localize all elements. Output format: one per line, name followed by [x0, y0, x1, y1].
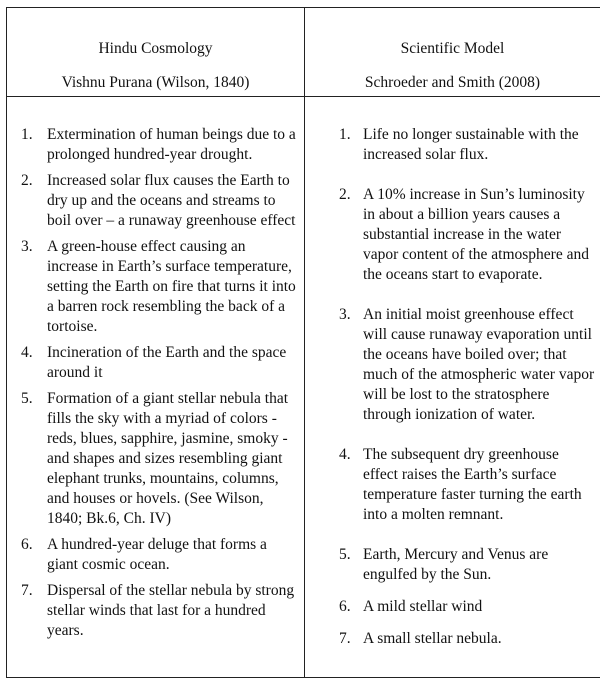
left-header-title: Hindu Cosmology: [98, 40, 213, 57]
list-item: [11, 535, 299, 575]
list-item: [327, 445, 597, 525]
header-divider: [7, 96, 600, 97]
item-number: 6.: [21, 536, 33, 553]
item-number: 3.: [339, 306, 351, 323]
list-item: [11, 343, 299, 383]
item-text: A green-house effect causing an increase in Earth’s surface temperature, setting the Earth on fire that turns it into a barren rock resembling the back of a tortoise.: [47, 238, 296, 335]
right-header-title: Scientific Model: [400, 40, 505, 57]
item-number: 5.: [339, 546, 351, 563]
item-text: Incineration of the Earth and the space around it: [47, 344, 287, 381]
item-text: An initial moist greenhouse effect will cause runaway evaporation until the oceans have boiled over; that much of the atmospheric water vapor will be lost to the stratosphere through ionization of water.: [363, 306, 595, 423]
list-item: [11, 237, 299, 337]
right-column-header: [304, 36, 600, 96]
item-number: 7.: [339, 630, 351, 647]
item-text: A small stellar nebula.: [363, 630, 502, 647]
list-item: [11, 581, 299, 641]
list-item: [327, 545, 597, 585]
list-item: [11, 125, 299, 165]
column-divider: [304, 8, 305, 677]
item-number: 3.: [21, 238, 33, 255]
list-item: [11, 389, 299, 529]
item-number: 6.: [339, 598, 351, 615]
item-text: Extermination of human beings due to a prolonged hundred-year drought.: [47, 126, 296, 163]
list-item: [327, 597, 597, 617]
item-number: 1.: [21, 126, 33, 143]
item-text: Increased solar flux causes the Earth to dry up and the oceans and streams to boil over – a runaway greenhouse effect: [47, 172, 296, 229]
hindu-cosmology-list: [11, 125, 299, 647]
item-text: Life no longer sustainable with the increased solar flux.: [363, 126, 579, 163]
item-number: 7.: [21, 582, 33, 599]
scientific-model-list: [327, 125, 597, 661]
list-item: [327, 305, 597, 425]
item-text: Earth, Mercury and Venus are engulfed by the Sun.: [363, 546, 549, 583]
comparison-table: [6, 7, 600, 678]
list-item: [327, 185, 597, 285]
item-text: Formation of a giant stellar nebula that fills the sky with a myriad of colors - reds, blues, sapphire, jasmine, smoky - and shapes and sizes resembling giant elephant trunks, mountains, columns, and houses or hovels. (See Wilson, 1840; Bk.6, Ch. IV): [47, 390, 289, 527]
item-text: Dispersal of the stellar nebula by strong stellar winds that last for a hundred years.: [47, 582, 295, 639]
item-text: A 10% increase in Sun’s luminosity in about a billion years causes a substantial increase in the water vapor content of the atmosphere and the oceans start to evaporate.: [363, 186, 589, 283]
item-number: 4.: [339, 446, 351, 463]
item-number: 4.: [21, 344, 33, 361]
left-header-source: Vishnu Purana (Wilson, 1840): [61, 74, 250, 91]
item-number: 1.: [339, 126, 351, 143]
list-item: [327, 125, 597, 165]
list-item: [327, 629, 597, 649]
right-header-source: Schroeder and Smith (2008): [364, 74, 541, 91]
item-text: The subsequent dry greenhouse effect raises the Earth’s surface temperature faster turning the earth into a molten remnant.: [363, 446, 582, 523]
item-text: A hundred-year deluge that forms a giant cosmic ocean.: [47, 536, 267, 573]
item-text: A mild stellar wind: [363, 598, 483, 615]
item-number: 5.: [21, 390, 33, 407]
list-item: [11, 171, 299, 231]
item-number: 2.: [339, 186, 351, 203]
item-number: 2.: [21, 172, 33, 189]
left-column-header: [7, 36, 304, 96]
